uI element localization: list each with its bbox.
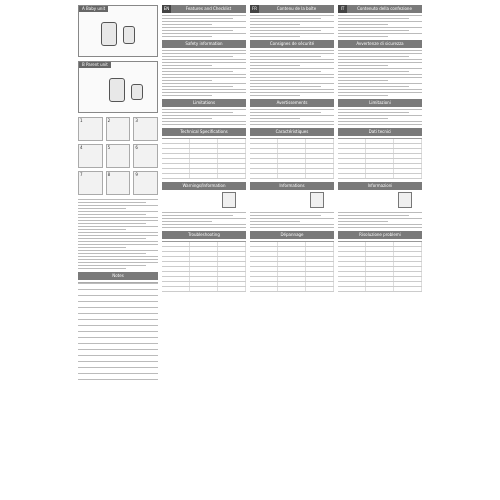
section-header: Safety information: [162, 40, 246, 48]
step-3: 3: [133, 117, 158, 141]
body-text: [162, 109, 246, 125]
illustration-column: [78, 5, 158, 385]
step-6: 6: [133, 144, 158, 168]
section-header: Informazioni: [338, 182, 422, 190]
section-header: Technical Specifications: [162, 128, 246, 136]
recycle-bin-icon: [398, 192, 412, 208]
section-header: Limitazioni: [338, 99, 422, 107]
troubleshooting-table: [162, 241, 246, 292]
section-header: EN Features and Checklist: [162, 5, 246, 13]
body-text: [338, 109, 422, 125]
body-text: [250, 109, 334, 125]
section-header: Troubleshooting: [162, 231, 246, 239]
step-8: 8: [106, 171, 131, 195]
warning-text: [78, 199, 158, 269]
body-text: [162, 212, 246, 228]
section-header: Avertissements: [250, 99, 334, 107]
step-5: 5: [106, 144, 131, 168]
parent-unit-illustration: [78, 61, 158, 113]
section-header: Dépannage: [250, 231, 334, 239]
english-column: [162, 5, 246, 295]
notes-header: Notes: [78, 272, 158, 280]
step-illustrations: [78, 117, 158, 195]
italian-column: [338, 5, 422, 295]
section-header: Avvertenze di sicurezza: [338, 40, 422, 48]
section-header: IT Contenuto della confezione: [338, 5, 422, 13]
spec-table: [162, 138, 246, 179]
body-text: [338, 212, 422, 228]
step-2: 2: [106, 117, 131, 141]
parent-unit-label: B Parent unit: [79, 62, 111, 68]
step-7: 7: [78, 171, 103, 195]
section-header: Caractéristiques: [250, 128, 334, 136]
troubleshooting-table: [250, 241, 334, 292]
step-9: 9: [133, 171, 158, 195]
section-header: Informations: [250, 182, 334, 190]
spec-table: [338, 138, 422, 179]
step-4: 4: [78, 144, 103, 168]
body-text: [338, 50, 422, 96]
troubleshooting-table: [338, 241, 422, 292]
baby-unit-device: [101, 22, 117, 46]
body-text: [162, 50, 246, 96]
body-text: [250, 15, 334, 37]
section-header: Dati tecnici: [338, 128, 422, 136]
section-header: Consignes de sécurité: [250, 40, 334, 48]
adapter-icon: [123, 26, 135, 44]
section-header: FR Contenu de la boîte: [250, 5, 334, 13]
baby-unit-illustration: [78, 5, 158, 57]
parent-unit-device: [109, 78, 125, 102]
body-text: [250, 212, 334, 228]
section-header: Limitations: [162, 99, 246, 107]
body-text: [162, 15, 246, 37]
body-text: [338, 15, 422, 37]
battery-icon: [131, 84, 143, 100]
baby-unit-label: A Baby unit: [79, 6, 108, 12]
section-header: Warnings/Information: [162, 182, 246, 190]
step-1: 1: [78, 117, 103, 141]
spec-table: [250, 138, 334, 179]
section-header: Risoluzione problemi: [338, 231, 422, 239]
body-text: [250, 50, 334, 96]
notes-lines: [78, 282, 158, 380]
recycle-bin-icon: [222, 192, 236, 208]
recycle-bin-icon: [310, 192, 324, 208]
french-column: [250, 5, 334, 295]
